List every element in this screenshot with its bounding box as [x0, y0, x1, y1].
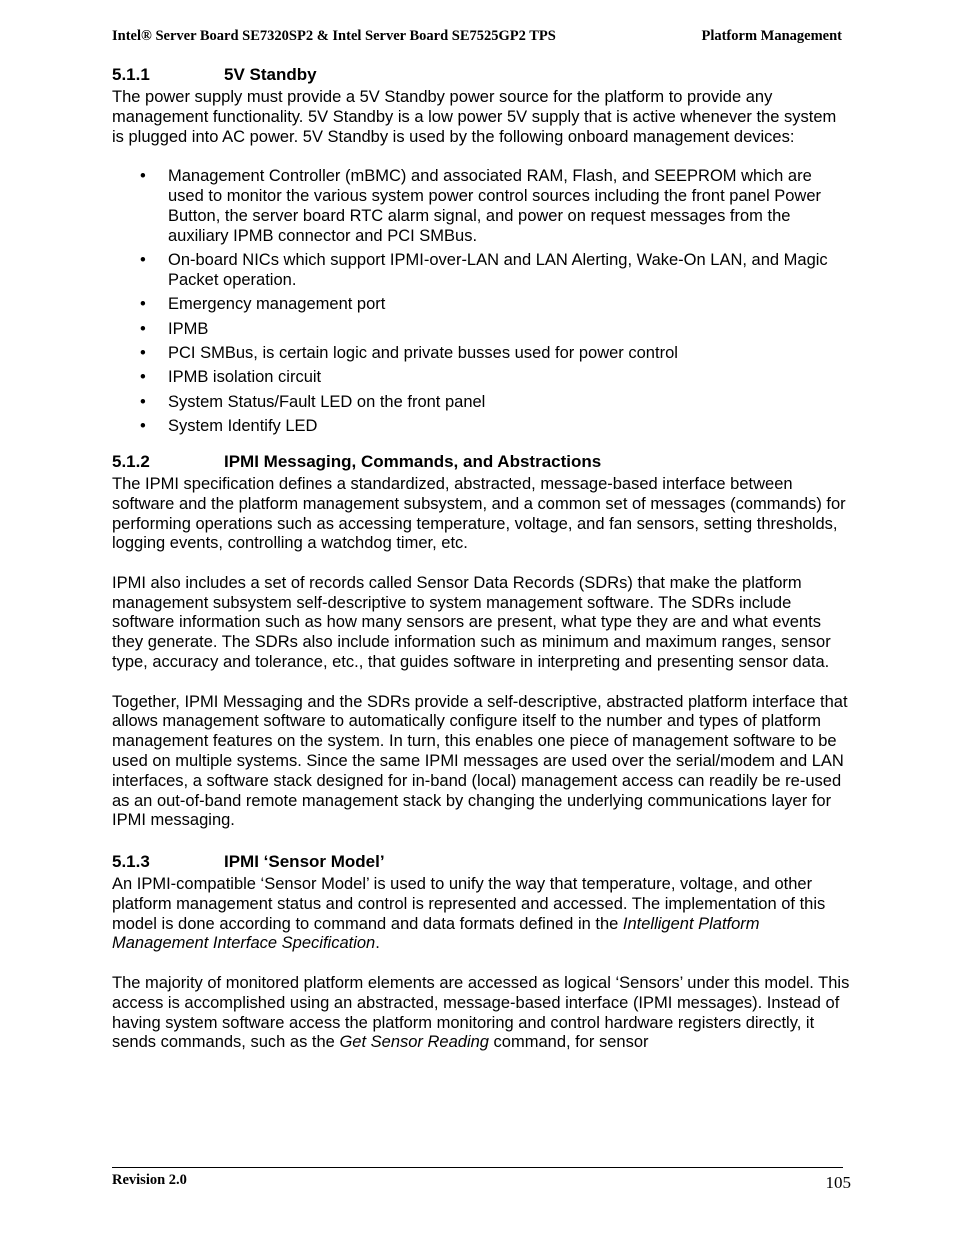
list-item: • System Status/Fault LED on the front panel	[140, 392, 486, 411]
bullet-icon: •	[140, 417, 146, 436]
running-footer	[112, 1167, 851, 1192]
list-item: • On-board NICs which support IPMI-over-LAN and LAN Alerting, Wake-On LAN, and Magic Packet operation.	[140, 250, 828, 289]
list-item: • System Identify LED	[140, 417, 318, 436]
section-heading-5-1-2	[112, 451, 852, 473]
section-title: 5V Standby	[224, 65, 317, 84]
section-number: 5.1.2	[112, 451, 150, 471]
bullet-icon: •	[140, 295, 146, 314]
bullet-icon: •	[140, 319, 146, 338]
main-content	[112, 64, 852, 1053]
bullet-icon: •	[140, 392, 146, 411]
paragraph: The power supply must provide a 5V Standby power source for the platform to provide any management functionality. 5V Standby is a low power 5V supply that is active whenever the system is plugged into AC power. 5V Standby is used by the following onboard management devices:	[112, 88, 837, 146]
section-title: IPMI ‘Sensor Model’	[224, 852, 385, 872]
list-item: • PCI SMBus, is certain logic and private busses used for power control	[140, 343, 678, 362]
running-header	[112, 28, 842, 45]
revision-label: Revision 2.0	[112, 1172, 187, 1188]
paragraph: The majority of monitored platform elements are accessed as logical ‘Sensors’ under this model. This access is accomplished using an abstracted, message-based interface (IPMI messages). Instead of having system software access the platform monitoring and control hardware registers directly, it sends commands, such as the Get Sensor Reading command, for sensor	[112, 974, 850, 1052]
list-item: • Management Controller (mBMC) and associated RAM, Flash, and SEEPROM which are used to monitor the various system power control sources including the front panel Power Button, the server board RTC alarm signal, and power on request messages from the auxiliary IPMB connector and PCI SMBus.	[140, 167, 821, 245]
section-heading-5-1-1	[112, 64, 852, 86]
spec-title: Intelligent Platform Management Interface Specification	[112, 914, 760, 953]
section-number: 5.1.1	[112, 65, 150, 84]
page-number: 105	[825, 1173, 851, 1192]
header-document-title: Intel® Server Board SE7320SP2 & Intel Server Board SE7525GP2 TPS	[112, 28, 556, 44]
bullet-icon: •	[140, 250, 146, 269]
paragraph: An IPMI-compatible ‘Sensor Model’ is used to unify the way that temperature, voltage, and other platform management status and control is represented and accessed. The implementation of this model is done according to command and data formats defined in the Intelligent Platform Management Interface Specification.	[112, 875, 826, 953]
bullet-icon: •	[140, 343, 146, 362]
bullet-list	[112, 167, 852, 437]
list-item: • Emergency management port	[140, 295, 386, 314]
command-name: Get Sensor Reading	[339, 1033, 489, 1052]
bullet-icon: •	[140, 368, 146, 387]
bullet-icon: •	[140, 167, 146, 186]
list-item: • IPMB	[140, 319, 209, 338]
paragraph: Together, IPMI Messaging and the SDRs provide a self-descriptive, abstracted platform interface that allows management software to automatically configure itself to the number and types of platform management features on the system. In turn, this enables one piece of management software to be used on multiple systems. Since the same IPMI messages are used over the serial/modem and LAN interfaces, a software stack designed for in-band (local) management access can readily be re-used as an out-of-band remote management stack by changing the underlying communications layer for IPMI messaging.	[112, 692, 848, 830]
section-title: IPMI Messaging, Commands, and Abstractions	[224, 451, 602, 471]
paragraph: The IPMI specification defines a standardized, abstracted, message-based interface between software and the platform management subsystem, and a common set of messages (commands) for performing operations such as accessing temperature, voltage, and fan sensors, setting thresholds, logging events, controlling a watchdog timer, etc.	[112, 474, 846, 553]
header-chapter-title: Platform Management	[701, 28, 842, 44]
paragraph: IPMI also includes a set of records called Sensor Data Records (SDRs) that make the platform management subsystem self-descriptive to system management software. The SDRs include software information such as how many sensors are present, what type they are and what events they generate. The SDRs also include information such as minimum and maximum ranges, sensor type, accuracy and tolerance, etc., that guides software in interpreting and presenting sensor data.	[112, 573, 831, 672]
section-number: 5.1.3	[112, 852, 150, 872]
section-heading-5-1-3	[112, 851, 852, 873]
list-item: • IPMB isolation circuit	[140, 368, 322, 387]
